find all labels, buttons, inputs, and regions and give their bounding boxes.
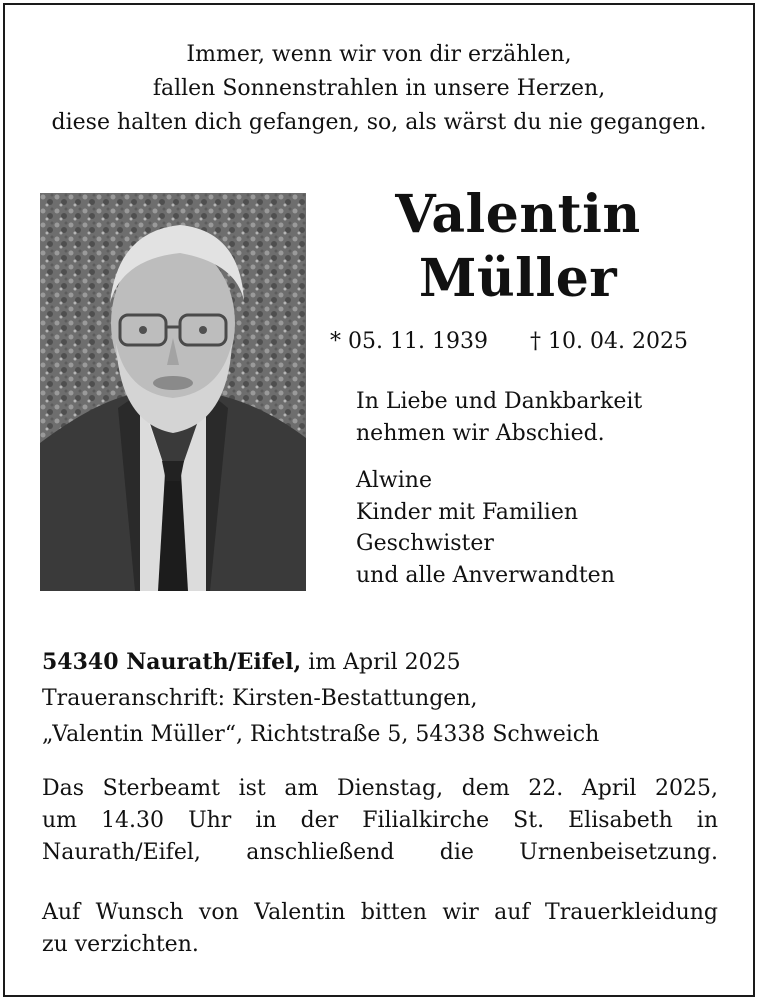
place: 54340 Naurath/Eifel, xyxy=(42,649,302,675)
birth-star-icon: * xyxy=(330,329,341,354)
service-announcement xyxy=(42,773,718,869)
life-dates xyxy=(330,326,730,358)
poem-line: Immer, wenn wir von dir erzählen, xyxy=(186,42,572,67)
poem-line: fallen Sonnenstrahlen in unsere Herzen, xyxy=(152,76,606,101)
mourner: und alle Anverwandten xyxy=(356,562,615,588)
portrait-photo xyxy=(40,193,306,591)
mourning-address-line: „Valentin Müller“, Richtstraße 5, 54338 Schweich xyxy=(42,722,600,747)
service-line: um 14.30 Uhr in der Filialkirche St. Elisabeth in xyxy=(42,808,718,833)
mourner: Alwine xyxy=(356,468,432,493)
address-block xyxy=(42,644,722,753)
mourning-address-line: Traueranschrift: Kirsten-Bestattungen, xyxy=(42,686,478,711)
farewell-line: nehmen wir Abschied. xyxy=(356,420,605,446)
birth-date: * 05. 11. 1939 xyxy=(330,329,488,354)
place-date-line xyxy=(42,644,722,681)
dress-code-wish xyxy=(42,897,718,961)
service-line: Das Sterbeamt ist am Dienstag, dem 22. April 2025, xyxy=(42,776,718,801)
deceased-name xyxy=(312,183,724,311)
death-cross-icon: † xyxy=(530,329,541,354)
wish-line: zu verzichten. xyxy=(42,932,199,957)
wish-line: Auf Wunsch von Valentin bitten wir auf Trauerkleidung xyxy=(42,900,718,925)
date-text: im April 2025 xyxy=(308,650,461,675)
poem-line: diese halten dich gefangen, so, als wärst du nie gegangen. xyxy=(51,110,707,135)
mourner: Kinder mit Familien xyxy=(356,499,579,525)
mourners-list xyxy=(356,465,615,591)
mourner: Geschwister xyxy=(356,531,494,556)
last-name: Müller xyxy=(418,248,618,309)
memorial-poem xyxy=(0,38,758,140)
farewell-text xyxy=(356,386,642,449)
death-date: † 10. 04. 2025 xyxy=(530,329,688,354)
farewell-line: In Liebe und Dankbarkeit xyxy=(356,389,643,414)
service-line: Naurath/Eifel, anschließend die Urnenbeisetzung. xyxy=(42,840,718,865)
first-name: Valentin xyxy=(395,184,641,245)
